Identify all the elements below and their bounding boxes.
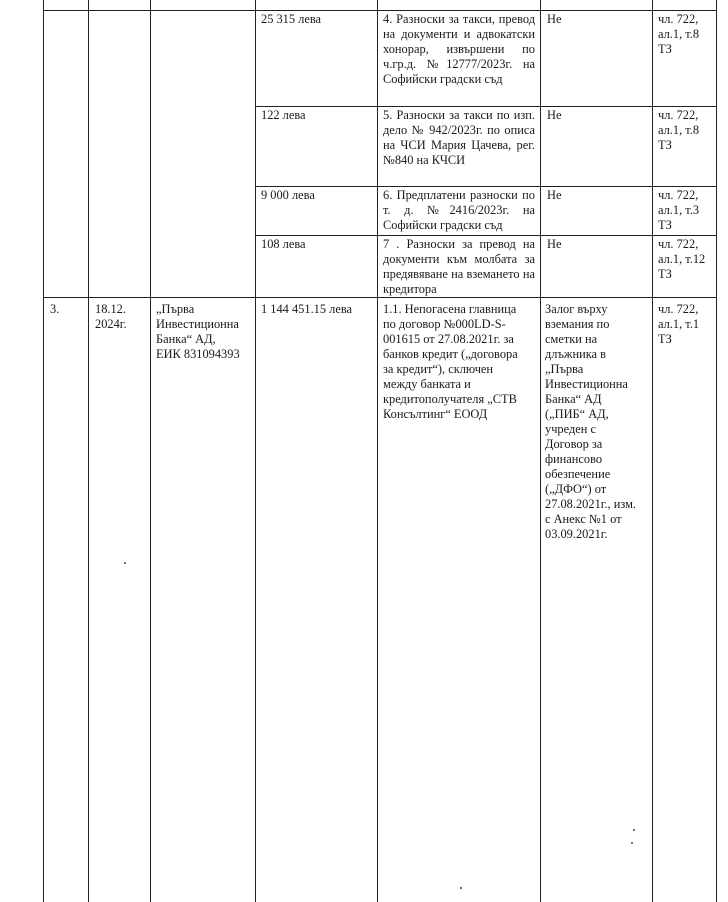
date-line: 2024г. [95, 317, 127, 331]
description-cell: 6. Предплатени разноски по т. д. №2416/2023г. на Софийски градски съд [383, 188, 535, 232]
description-line: банков кредит („договора [383, 347, 518, 361]
row-line [255, 235, 717, 236]
security-line: финансово [545, 452, 603, 466]
column-line [150, 0, 151, 902]
security-line: Договор за [545, 437, 603, 451]
security-line: („ПИБ“ АД, [545, 407, 609, 421]
law-line: ал.1, т.12 [658, 252, 706, 266]
creditor-line: Инвестиционна [156, 317, 239, 331]
security-cell [545, 302, 651, 542]
law-line: ТЗ [658, 138, 672, 152]
row-number: 3. [50, 302, 60, 316]
amount-cell: 9 000 лева [261, 188, 315, 202]
security-line: вземания по [545, 317, 610, 331]
law-cell [658, 237, 716, 282]
amount-cell: 25 315 лева [261, 12, 322, 26]
creditor-line: ЕИК 831094393 [156, 347, 240, 361]
security-line: Залог върху [545, 302, 608, 316]
row-line [255, 106, 717, 107]
security-line: „Първа [545, 362, 584, 376]
date-cell [95, 302, 147, 332]
law-line: чл. 722, [658, 188, 699, 202]
description-line: за кредит“), сключен [383, 362, 494, 376]
description-line: кредитополучателя „СТВ [383, 392, 517, 406]
security-cell: Не [547, 188, 562, 202]
law-line: ал.1, т.1 [658, 317, 700, 331]
security-line: сметки на [545, 332, 598, 346]
row-line [255, 186, 717, 187]
creditor-line: „Първа [156, 302, 195, 316]
row-line [43, 10, 717, 11]
scan-speck [631, 842, 633, 844]
law-line: чл. 722, [658, 108, 699, 122]
column-line [716, 0, 717, 902]
description-cell: 4. Разноски за такси, превод на документи и адвокатски хонорар, извършени по ч.гр.д. №12777/2023г. на Софийски градски съд [383, 12, 535, 86]
law-line: чл. 722, [658, 12, 699, 26]
column-line [43, 0, 44, 902]
row-line [43, 297, 717, 298]
column-line [540, 0, 541, 902]
law-cell [658, 188, 716, 233]
law-line: ал.1, т.8 [658, 123, 700, 137]
security-line: учреден с [545, 422, 596, 436]
description-line: 1.1. Непогасена главница [383, 302, 517, 316]
security-cell: Не [547, 12, 562, 26]
law-line: ТЗ [658, 267, 672, 281]
law-line: чл. 722, [658, 237, 699, 251]
security-line: длъжника в [545, 347, 606, 361]
scan-speck [633, 829, 635, 831]
scan-speck [124, 562, 126, 564]
creditor-cell [156, 302, 254, 362]
security-line: Инвестиционна [545, 377, 628, 391]
law-line: ТЗ [658, 332, 672, 346]
security-line: 03.09.2021г. [545, 527, 608, 541]
description-cell: 5. Разноски за такси по изп. дело № 942/2023г. по описа на ЧСИ Мария Цачева, рег. №840 на КЧСИ [383, 108, 535, 167]
column-line [652, 0, 653, 902]
law-line: чл. 722, [658, 302, 699, 316]
column-line [377, 0, 378, 902]
security-line: обезпечение [545, 467, 611, 481]
description-line: по договор №000LD-S- [383, 317, 506, 331]
security-cell: Не [547, 108, 562, 122]
security-line: 27.08.2021г., изм. [545, 497, 637, 511]
column-line [88, 0, 89, 902]
description-line: 001615 от 27.08.2021г. за [383, 332, 514, 346]
amount-cell: 108 лева [261, 237, 306, 251]
description-cell: 7 . Разноски за превод на документи към молбата за предявяване на вземането на кредитора [383, 237, 535, 296]
description-cell [383, 302, 539, 422]
security-line: Банка“ АД [545, 392, 602, 406]
amount-cell: 1 144 451.15 лева [261, 302, 353, 316]
law-cell [658, 108, 716, 153]
security-line: с Анекс №1 от [545, 512, 622, 526]
law-cell [658, 12, 716, 57]
date-line: 18.12. [95, 302, 126, 316]
law-line: ТЗ [658, 218, 672, 232]
security-line: („ДФО“) от [545, 482, 607, 496]
security-cell: Не [547, 237, 562, 251]
scan-speck [460, 887, 462, 889]
column-line [255, 0, 256, 902]
law-line: ал.1, т.8 [658, 27, 700, 41]
description-line: Консълтинг“ ЕООД [383, 407, 488, 421]
creditor-line: Банка“ АД, [156, 332, 216, 346]
law-line: ТЗ [658, 42, 672, 56]
description-line: между банката и [383, 377, 471, 391]
law-cell [658, 302, 716, 347]
law-line: ал.1, т.3 [658, 203, 700, 217]
amount-cell: 122 лева [261, 108, 306, 122]
